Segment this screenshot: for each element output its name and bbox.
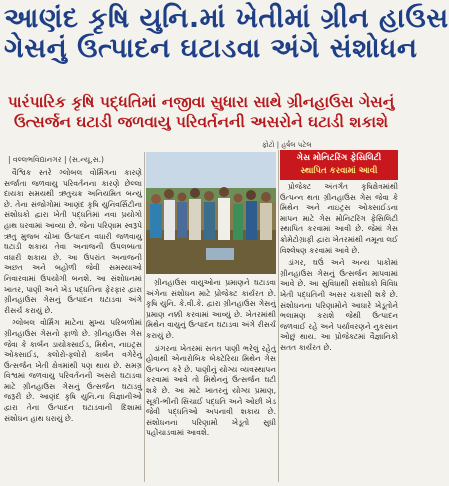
photo-credit: ફોટો | હર્ષલ પટેલ (262, 141, 312, 149)
sidebar-heading (280, 150, 398, 180)
subheadline-line-1: પારંપારિક કૃષિ પદ્ધતિમાં નજીવા સુધારા સાથે ગ્રીનહાઉસ ગેસનું (7, 93, 395, 111)
article-paragraph: ડાંગર, ઘઉં અને અન્ય પાકોમાં ગ્રીનહાઉસ ગેસનું ઉત્સર્જન માપવામાં આવે છે. આ સુવિધાથી સંશોધકો વિવિધ ખેતી પદ્ધતિની અસર ચકાસી શકે છે. સંશોધનના પરિણામોને આધારે ખેડૂતોને ભલામણ કરાશે જેથી ઉત્પાદન જળવાઈ રહે અને પર્યાવરણને નુકસાન ઓછું થાય. આ પ્રોજેક્ટમાં વૈજ્ઞાનિકો સતત કાર્યરત છે. (280, 258, 398, 352)
headline (4, 3, 449, 64)
column-divider (144, 152, 145, 482)
headline-line-2: ગેસનું ઉત્પાદન ઘટાડવા અંગે સંશોધન (4, 33, 418, 64)
sidebar-heading-line-2: સ્થાપિત કરવામાં આવી (300, 166, 378, 176)
dateline: | વલ્લભવિદ્યાનગર | (સ.ન્યૂ.સ.) (8, 155, 104, 164)
subheadline-line-2: ઉત્સર્જન ઘટાડી જળવાયુ પરિવર્તનની અસરોને ઘટાડી શકાશે (13, 113, 389, 131)
news-photo (146, 152, 276, 274)
article-paragraph: વૈશ્વિક સ્તરે ગ્લોબલ વોર્મિંગના કારણે સર્જાતા જળવાયુ પરિવર્તનના કારણે છેલ્લા દાયકા સમયથી ઋતુચક્ર અનિયમિત બન્યું છે. તેના સંજોગોમાં આણંદ કૃષિ યુનિવર્સિટીના સંશોધકો દ્વારા ખેતી પદ્ધતિમાં નવા પ્રયોગો હાથ ધરવામાં આવ્યા છે. જેના પરિણામ સ્વરૂપે ઋતુ મુજબ ચોખા ઉત્પાદન વધારી જળવાયુ ઘટાડી શકાય તેવા અનાજની ઉપલબ્ધતા વધારી શકાય છે. આ ઉપરાંત અનાજની અછત અને બહોળી જેવી સમસ્યાઓ નિવારવામાં ઉપયોગી બનશે. આ સંશોધનમાં ખાતર, પાણી અને ખેડ પદ્ધતિના ફેરફાર દ્વારા ગ્રીનહાઉસ ગેસનું ઉત્પાદન ઘટાડવા અંગે રીસર્ચ કરાયું છે. (4, 168, 142, 315)
column-divider (278, 150, 279, 482)
sidebar-heading-line-1: ગેસ મોનિટરિંગ ફેસિલિટી (296, 153, 382, 163)
article-paragraph: ગ્લોબલ વોર્મિંગ માટેના મુખ્ય પરિબળોમાં ગ્રીનહાઉસ ગેસનો ફાળો છે. ગ્રીનહાઉસ ગેસ જેવા કે કાર્બન ડાયોક્સાઈડ, મિથેન, નાઇટ્રસ ઓક્સાઈડ, ક્લોરો-ફ્લોરો કાર્બન વગેરેનું ઉત્સર્જન ખેતી ક્ષેત્રમાંથી પણ થાય છે. સમગ્ર વિશ્વમાં જળવાયુ પરિવર્તનની અસરો ઘટાડવા માટે ગ્રીનહાઉસ ગેસનું ઉત્સર્જન ઘટાડવું જરૂરી છે. આણંદ કૃષિ યુનિ.ના વિજ્ઞાનીઓ દ્વારા તેના ઉત્પાદન ઘટાડવાની દિશામાં સંશોધન હાથ ધરાયું છે. (4, 318, 142, 423)
article-column-3 (280, 182, 398, 356)
article-paragraph: પ્રોજેક્ટ અંતર્ગત કૃષિક્ષેત્રમાંથી ઉત્પન્ન થતા ગ્રીનહાઉસ ગેસ જેવા કે મિથેન અને નાઇટ્રસ ઓક્સાઈડના માપન માટે ગેસ મોનિટરિંગ ફેસિલિટી સ્થાપિત કરવામાં આવી છે. જેમાં ગેસ ક્રોમેટોગ્રાફી દ્વારા ખેતરમાંથી નમૂના લઈ વિશ્લેષણ કરવામાં આવે છે. (280, 182, 398, 255)
article-column-2 (146, 278, 276, 441)
subheadline (4, 92, 398, 132)
headline-line-1: આણંદ કૃષિ યુનિ.માં ખેતીમાં ગ્રીન હાઉસ (4, 3, 449, 34)
article-column-1 (4, 168, 142, 426)
article-paragraph: ડાંગરના ખેતરમાં સતત પાણી ભરેલું રહેતું હોવાથી એનારોબિક બેક્ટેરિયા મિથેન ગેસ ઉત્પન્ન કરે છે. પાણીનું યોગ્ય વ્યવસ્થાપન કરવામાં આવે તો મિથેનનું ઉત્સર્જન ઘટી શકે છે. આ માટે ખાતરનું યોગ્ય પ્રમાણ, સૂકી-ભીની સિંચાઈ પદ્ધતિ અને ઓછી ખેડ જેવી પદ્ધતિઓ અપનાવી શકાય છે. સંશોધનના પરિણામો ખેડૂતો સુધી પહોંચાડવામાં આવશે. (146, 343, 276, 438)
field-visit-photo (146, 152, 276, 274)
article-paragraph: ગ્રીનહાઉસ વાયુઓના પ્રમાણને ઘટાડવા અંગેના સંશોધન માટે પ્રોજેક્ટ કાર્યરત છે. કૃષિ યુનિ. કે.વી.કે. દ્વારા ગ્રીનહાઉસ ગેસનું પ્રમાણ નક્કી કરવામાં આવ્યું છે. ખેતરમાંથી મિથેન વાયુનું ઉત્પાદન ઘટાડવા અંગે રીસર્ચ કરાયું છે. (146, 278, 276, 340)
